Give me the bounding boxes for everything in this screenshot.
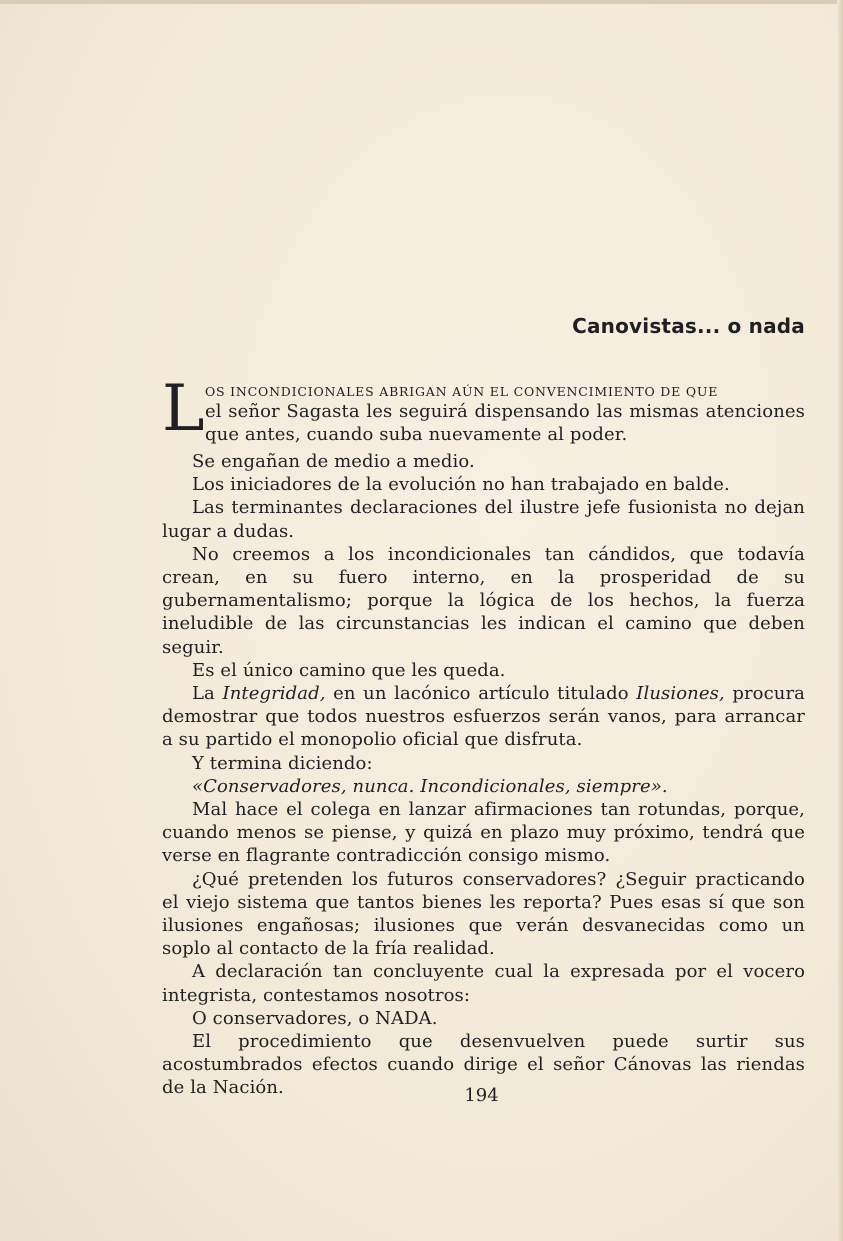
quote-text: «Conservadores, nunca. Incondicionales, siempre». <box>192 775 668 797</box>
paragraph: Las terminantes declaraciones del ilustre jefe fusionista no dejan lugar a dudas. <box>162 497 805 542</box>
text: en un lacónico artículo titulado <box>325 683 637 705</box>
paragraph: Es el único camino que les queda. <box>192 659 506 681</box>
paragraph: A declaración tan concluyente cual la expresada por el vocero integrista, contestamos nosotros: <box>162 961 805 1006</box>
paragraph: O conservadores, o NADA. <box>192 1007 438 1029</box>
opening-text: el señor Sagasta les seguirá dispensando las mismas atenciones que antes, cuando suba nuevamente al poder. <box>205 401 805 446</box>
drop-cap: L <box>162 372 205 446</box>
article-heading: Canovistas... o nada <box>572 314 805 338</box>
article-title: Ilusiones, <box>636 683 725 705</box>
quotation <box>162 775 805 798</box>
paragraph: ¿Qué pretenden los futuros conservadores? ¿Seguir practicando el viejo sistema que tantos bienes les reporta? Pues esas sí que son ilusiones engañosas; ilusiones que verán desvanecidas como un soplo al contacto de la fría realidad. <box>162 868 805 960</box>
article-body <box>162 372 806 1100</box>
text: procura demostrar que todos nuestros esfuerzos serán vanos, para arrancar a su partido el monopolio oficial que disfruta. <box>162 683 806 751</box>
page-top-edge <box>0 0 843 4</box>
text: La <box>192 683 223 705</box>
paragraph: Se engañan de medio a medio. <box>192 451 475 472</box>
paragraph: Los iniciadores de la evolución no han trabajado en balde. <box>192 474 730 496</box>
page-number: 194 <box>464 1085 499 1106</box>
paragraph: El procedimiento que desenvuelven puede surtir sus acostumbrados efectos cuando dirige el señor Cánovas las riendas de la Nación. <box>162 1031 805 1099</box>
paragraph: No creemos a los incondicionales tan cándidos, que todavía crean, en su fuero interno, en la prosperidad de su gubernamentalismo; porque la lógica de los hechos, la fuerza ineludible de las circunstancias les indican el camino que deben seguir. <box>162 543 805 658</box>
newspaper-title: Integridad, <box>222 683 326 705</box>
paragraph: Y termina diciendo: <box>192 752 373 774</box>
page-right-edge <box>837 0 843 1241</box>
paragraph-integridad <box>162 682 805 752</box>
opening-paragraph <box>162 372 805 450</box>
opening-small-caps: OS INCONDICIONALES ABRIGAN AÚN EL CONVENCIMIENTO DE QUE <box>205 384 719 399</box>
paragraph: Mal hace el colega en lanzar afirmaciones tan rotundas, porque, cuando menos se piense, y quizá en plazo muy próximo, tendrá que verse en flagrante contradicción consigo mismo. <box>162 799 805 867</box>
